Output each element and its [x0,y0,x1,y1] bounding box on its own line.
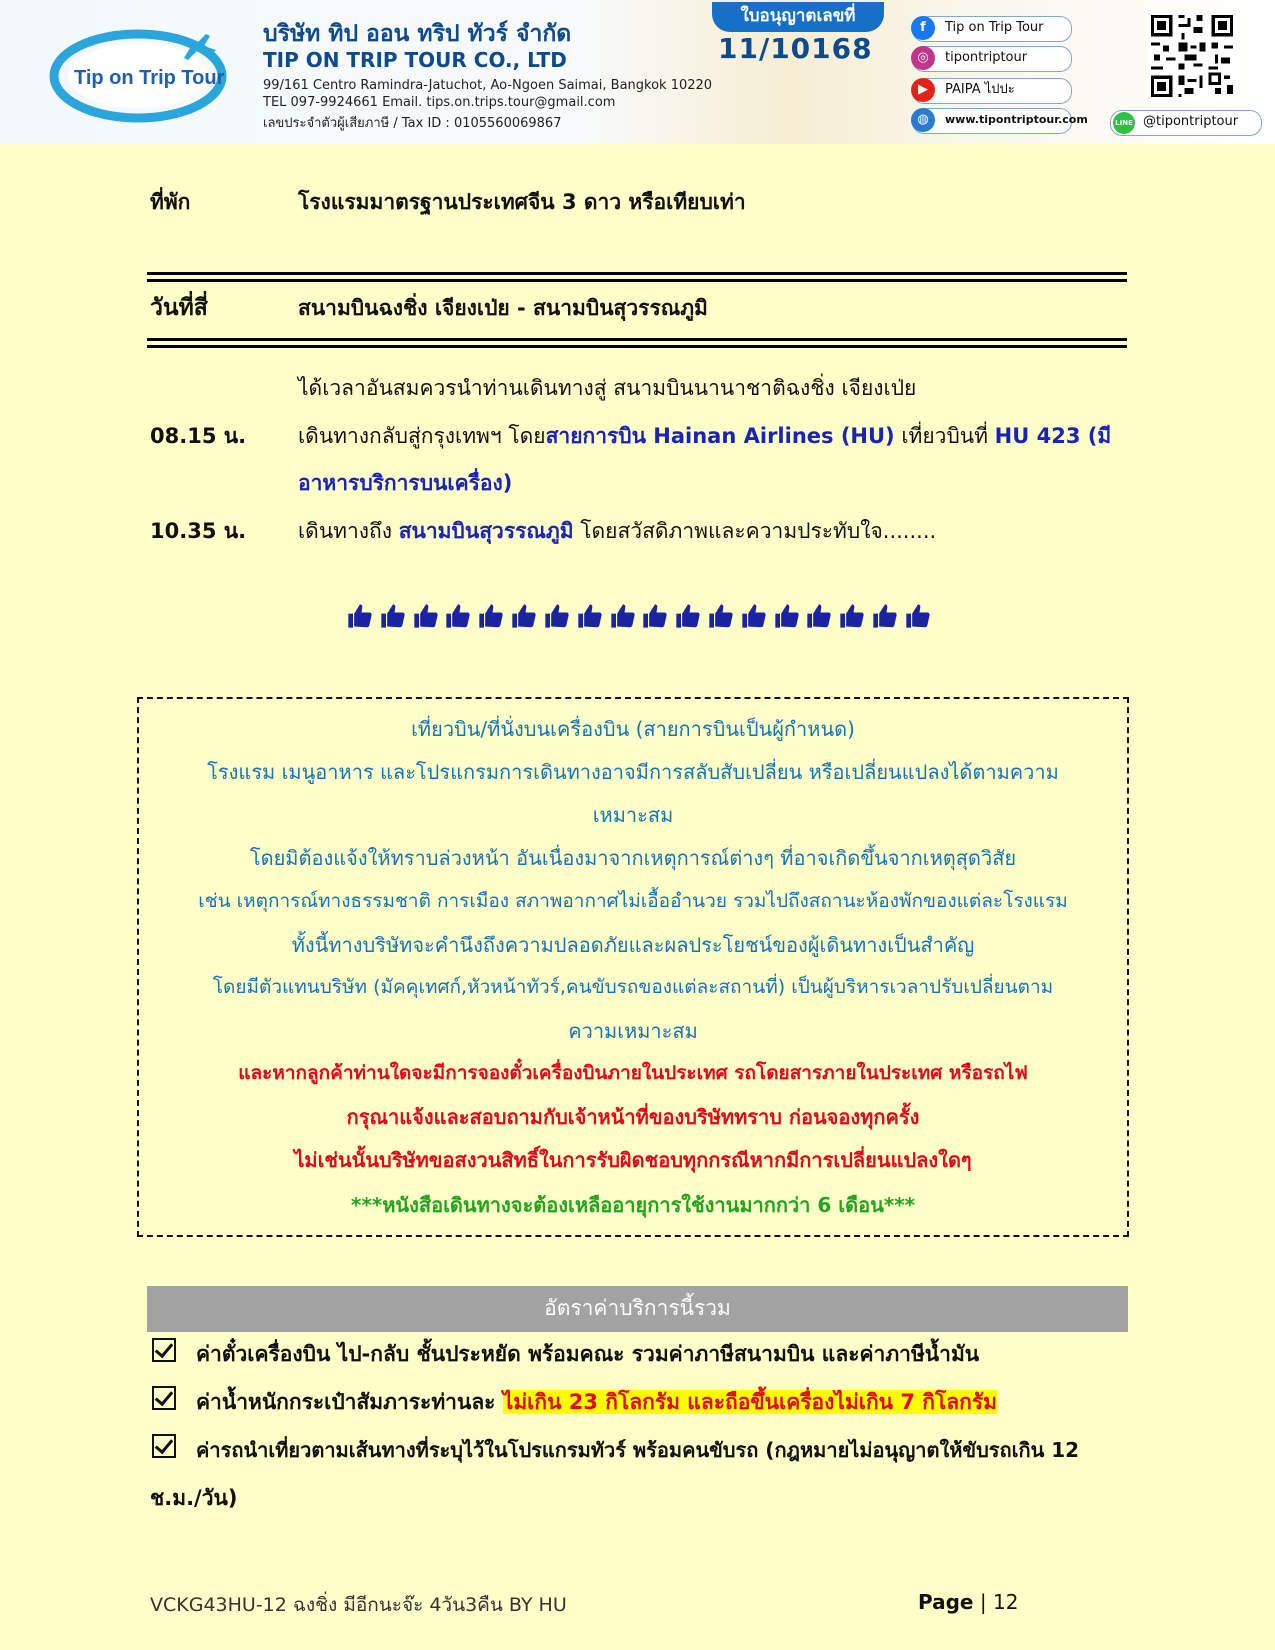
facebook-icon: f [911,16,935,40]
thumbs-up-icon [641,602,669,632]
divider-top [147,272,1127,282]
thumbs-up-icon [707,602,735,632]
notice-line: ความเหมาะสม [568,1019,698,1043]
page-separator: | [979,1590,987,1614]
notice-warning-line: และหากลูกค้าท่านใดจะมีการจองตั๋วเครื่องบินภายในประเทศ รถโดยสารภายในประเทศ หรือรถไฟ [238,1062,1028,1084]
social-website[interactable] [912,108,1088,134]
thumbs-up-icon [904,602,932,632]
thumbs-up-icon [412,602,440,632]
divider-bottom [147,338,1127,348]
flight-meal-note: อาหารบริการบนเครื่อง) [298,471,513,495]
thumbs-up-icon [871,602,899,632]
entry-time: 10.35 น. [150,519,247,543]
youtube-label: PAIPA ไปปะ [945,82,1015,97]
notice-warning-line: ไม่เช่นนั้นบริษัทขอสงวนสิทธิ์ในการรับผิดชอบทุกกรณีหากมีการเปลี่ยนแปลงใดๆ [294,1148,972,1172]
thumbs-up-icon [379,602,407,632]
accommodation-label: ที่พัก [150,190,191,214]
social-instagram[interactable] [912,46,1072,72]
logo-text: Tip on Trip Tour [74,67,225,89]
rate-item: ค่ารถนำเที่ยวตามเส้นทางที่ระบุไว้ในโปรแกรมทัวร์ พร้อมคนขับรถ (กฎหมายไม่อนุญาตให้ขับรถเกิน 12 [196,1438,1080,1462]
instagram-icon: ◎ [911,46,935,70]
baggage-allowance-highlight: ไม่เกิน 23 กิโลกรัม และถือขึ้นเครื่องไม่เกิน 7 กิโลกรัม [502,1390,997,1414]
thumbs-up-icon [609,602,637,632]
company-name-thai: บริษัท ทิป ออน ทริป ทัวร์ จำกัด [263,21,572,47]
thumbs-up-icon [773,602,801,632]
accommodation-value: โรงแรมมาตรฐานประเทศจีน 3 ดาว หรือเทียบเท่า [298,190,746,214]
notice-box [137,697,1129,1237]
checkbox-icon [152,1338,176,1362]
notice-line: เหมาะสม [592,803,674,827]
instagram-label: tipontriptour [945,50,1028,65]
notice-line: โดยมิต้องแจ้งให้ทราบล่วงหน้า อันเนื่องมาจากเหตุการณ์ต่างๆ ที่อาจเกิดขึ้นจากเหตุสุดวิสัย [249,846,1017,870]
notice-line: ทั้งนี้ทางบริษัทจะคำนึงถึงความปลอดภัยและผลประโยชน์ของผู้เดินทางเป็นสำคัญ [291,933,975,957]
airport-name: สนามบินสุวรรณภูมิ [398,519,574,543]
company-contact: TEL 097-9924661 Email. tips.on.trips.tour@gmail.com [263,95,616,110]
qr-code[interactable] [1148,12,1236,100]
social-line[interactable] [1110,110,1262,136]
notice-line: เที่ยวบิน/ที่นั่งบนเครื่องบิน (สายการบินเป็นผู้กำหนด) [411,717,855,741]
entry-text: เดินทางถึง สนามบินสุวรรณภูมิ โดยสวัสดิภาพและความประทับใจ........ [298,519,937,543]
thumbs-up-icon [346,602,374,632]
rate-item: ค่าตั๋วเครื่องบิน ไป-กลับ ชั้นประหยัด พร้อมคณะ รวมค่าภาษีสนามบิน และค่าภาษีน้ำมัน [196,1342,980,1366]
entry-text: เดินทางกลับสู่กรุงเทพฯ โดยสายการบิน Hainan Airlines (HU) เที่ยวบินที่ HU 423 (มี [298,424,1112,448]
rate-item-continued: ช.ม./วัน) [150,1486,238,1510]
rates-included-header: อัตราค่าบริการนี้รวม [147,1286,1128,1332]
company-address: 99/161 Centro Ramindra-Jatuchot, Ao-Ngoen Saimai, Bangkok 10220 [263,78,713,93]
company-tax-id: เลขประจำตัวผู้เสียภาษี / Tax ID : 0105560069867 [263,116,562,131]
company-name-english: TIP ON TRIP TOUR CO., LTD [263,48,567,72]
notice-line: โดยมีตัวแทนบริษัท (มัคคุเทศก์,หัวหน้าทัวร์,คนขับรถของแต่ละสถานที่) เป็นผู้บริหารเวลาปรับเปลี่ยนตาม [212,976,1054,998]
thumbs-up-icon [444,602,472,632]
checkbox-icon [152,1386,176,1410]
day-intro: ได้เวลาอันสมควรนำท่านเดินทางสู่ สนามบินนานาชาติฉงชิ่ง เจียงเป่ย [298,376,917,400]
day-title: สนามบินฉงชิ่ง เจียงเป่ย - สนามบินสุวรรณภูมิ [298,296,708,320]
company-logo [48,24,243,124]
social-facebook[interactable] [912,16,1072,42]
letterhead [0,0,1275,144]
thumbs-up-icon [805,602,833,632]
page-number: 12 [992,1590,1019,1614]
web-icon: ◍ [911,108,935,132]
notice-line: เช่น เหตุการณ์ทางธรรมชาติ การเมือง สภาพอากาศไม่เอื้ออำนวย รวมไปถึงสถานะห้องพักของแต่ละโรงแรม [198,890,1068,912]
thumbs-up-icon [477,602,505,632]
notice-warning-line: กรุณาแจ้งและสอบถามกับเจ้าหน้าที่ของบริษัททราบ ก่อนจองทุกครั้ง [346,1105,920,1129]
notice-line: โรงแรม เมนูอาหาร และโปรแกรมการเดินทางอาจมีการสลับสับเปลี่ยน หรือเปลี่ยนแปลงได้ตามความ [207,760,1059,784]
license-label: ใบอนุญาตเลขที่ [712,2,884,32]
website-label: www.tipontriptour.com [945,113,1088,126]
thumbs-up-icon [543,602,571,632]
rate-item: ค่าน้ำหนักกระเป๋าสัมภาระท่านละ ไม่เกิน 23 กิโลกรัม และถือขึ้นเครื่องไม่เกิน 7 กิโลกรัม [196,1390,997,1414]
social-youtube[interactable] [912,78,1072,104]
line-icon: LINE [1113,112,1135,134]
entry-time: 08.15 น. [150,424,247,448]
facebook-label: Tip on Trip Tour [945,20,1044,35]
thumbs-up-icon [510,602,538,632]
document-code: VCKG43HU-12 ฉงชิ่ง มีอีกนะจ๊ะ 4วัน3คืน BY HU [150,1594,567,1616]
thumbs-up-icon [576,602,604,632]
day-label: วันที่สี่ [150,295,208,321]
thumbs-up-icon [740,602,768,632]
thumbs-up-icon [674,602,702,632]
checkbox-icon [152,1434,176,1458]
page-label: Page [918,1590,974,1614]
youtube-icon: ▶ [911,78,935,102]
passport-note: ***หนังสือเดินทางจะต้องเหลืออายุการใช้งานมากกว่า 6 เดือน*** [350,1193,916,1217]
line-label: @tipontriptour [1143,114,1239,129]
license-number: 11/10168 [718,32,873,65]
thumbs-up-divider [346,600,932,634]
thumbs-up-icon [838,602,866,632]
flight-number: HU 423 (มี [994,424,1112,448]
airline-name: สายการบิน Hainan Airlines (HU) [545,424,895,448]
page-indicator [918,1590,1018,1614]
